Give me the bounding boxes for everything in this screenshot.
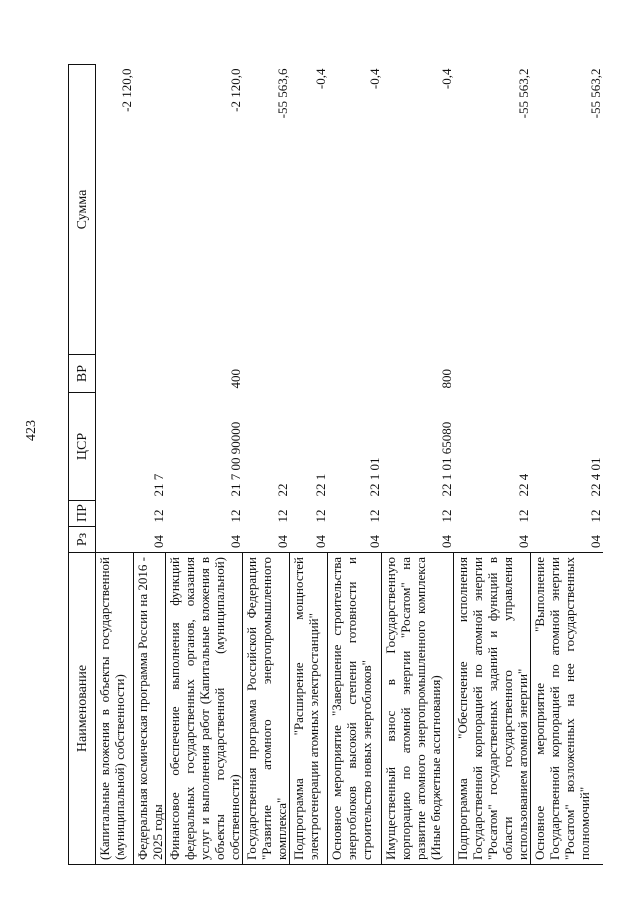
row-csr [96, 393, 134, 501]
row-rz [96, 527, 134, 553]
row-rz: 04 [227, 535, 243, 548]
row-pr: 12 [227, 509, 243, 523]
row-vr [531, 355, 603, 393]
row-rz: 04 [515, 535, 531, 548]
row-name: Подпрограмма "Обеспечение исполнения Государственной корпорацией по атомной энергии "Росатом" государственных заданий и функций в области государственного управления использованием атомной энергии" [454, 553, 531, 865]
row-sum: -55 563,2 [587, 68, 603, 119]
row-pr [96, 501, 134, 527]
header-sum: Сумма [69, 65, 96, 355]
row-pr: 12 [438, 509, 454, 523]
row-csr: 22 4 [515, 473, 531, 497]
header-rz: Рз [69, 527, 96, 553]
table-row [531, 65, 603, 865]
row-name: Подпрограмма "Расширение мощностей электрогенерации атомных электростанций" [290, 553, 328, 865]
row-pr: 12 [587, 509, 603, 523]
row-name: Основное мероприятие "Выполнение Государственной корпорацией по атомной энергии "Росатом" возложенных на нее государственных полномочий" [531, 553, 603, 865]
table-row [243, 65, 290, 865]
row-name: Основное мероприятие "Завершение строительства энергоблоков высокой степени готовности и строительство новых энергоблоков" [328, 553, 382, 865]
header-csr: ЦСР [69, 393, 96, 501]
row-rz: 04 [587, 535, 603, 548]
row-rz: 04 [438, 535, 454, 548]
page-number: 423 [24, 420, 39, 441]
row-vr [454, 355, 531, 393]
row-pr: 12 [366, 509, 382, 523]
row-vr: 800 [438, 369, 454, 389]
row-vr [243, 355, 290, 393]
row-sum: -55 563,6 [274, 68, 290, 119]
header-vr: ВР [69, 355, 96, 393]
row-sum: -0,4 [366, 68, 382, 90]
row-vr [328, 355, 382, 393]
row-csr: 22 1 [312, 473, 328, 497]
row-csr: 21 7 00 90000 [227, 421, 243, 497]
row-sum: -2 120,0 [118, 68, 134, 112]
row-csr: 22 1 01 [366, 457, 382, 497]
row-rz: 04 [150, 535, 166, 548]
table-row [382, 65, 454, 865]
rotated-sheet [68, 65, 618, 865]
row-name: (Капитальные вложения в объекты государственной (муниципальной) собственности) [96, 553, 134, 865]
header-pr: ПР [69, 501, 96, 527]
row-pr: 12 [515, 509, 531, 523]
row-rz: 04 [274, 535, 290, 548]
row-pr: 12 [312, 509, 328, 523]
table-row [290, 65, 328, 865]
row-rz: 04 [312, 535, 328, 548]
table-row [328, 65, 382, 865]
table-header-row [69, 65, 96, 865]
row-rz: 04 [366, 535, 382, 548]
table-row [96, 65, 134, 865]
row-vr [134, 355, 166, 393]
header-name: Наименование [69, 553, 96, 865]
row-pr: 12 [150, 509, 166, 523]
row-sum: -55 563,2 [515, 68, 531, 119]
row-vr [96, 355, 134, 393]
row-csr: 22 [274, 483, 290, 497]
row-sum: -2 120,0 [227, 68, 243, 112]
row-sum: -0,4 [438, 68, 454, 90]
row-csr: 21 7 [150, 473, 166, 497]
row-name: Федеральная космическая программа России на 2016 - 2025 годы [134, 553, 166, 865]
table-row [454, 65, 531, 865]
row-vr: 400 [227, 369, 243, 389]
row-sum: -0,4 [312, 68, 328, 90]
table-row [166, 65, 243, 865]
row-csr: 22 1 01 65080 [438, 421, 454, 497]
row-sum [134, 65, 166, 355]
row-name: Финансовое обеспечение выполнения функций федеральных государственных органов, оказания услуг и выполнения работ (Капитальные вложения в объекты государственной (муниципальной) собственности) [166, 553, 243, 865]
table-row [134, 65, 166, 865]
budget-table [68, 64, 603, 865]
row-csr: 22 4 01 [587, 457, 603, 497]
row-name: Имущественный взнос в Государственную корпорацию по атомной энергии "Росатом" на развитие атомного энергопромышленного комплекса (Иные бюджетные ассигнования) [382, 553, 454, 865]
row-pr: 12 [274, 509, 290, 523]
row-vr [290, 355, 328, 393]
row-name: Государственная программа Российской Федерации "Развитие атомного энергопромышленного комплекса" [243, 553, 290, 865]
